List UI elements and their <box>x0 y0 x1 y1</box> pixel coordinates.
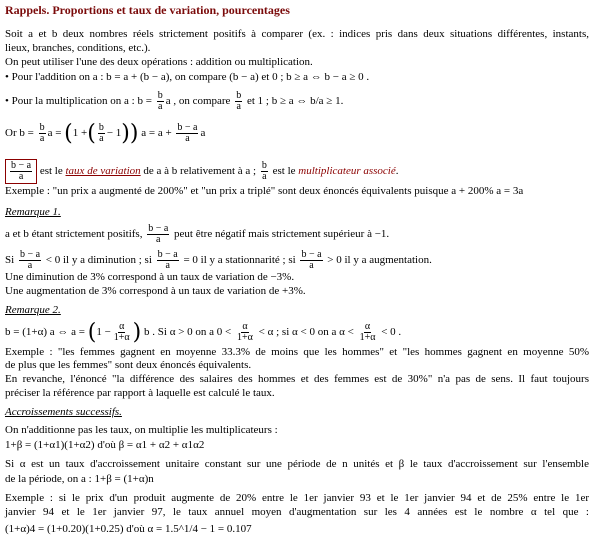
successive-formula-1: 1+β = (1+α1)(1+α2) d'où β = α1 + α2 + α1α2 <box>5 439 205 451</box>
successive-example-2: janvier 94 et le 1er janvier 97, le taux annuel moyen d'augmentation sur les 4 années est le nombre α tel que : <box>5 506 589 518</box>
remark-2-heading: Remarque 2. <box>5 304 61 316</box>
remark-2-line-2: Exemple : "les femmes gagnent en moyenne 33.3% de moins que les hommes" et "les hommes gagnent en moyenne 50% <box>5 346 589 358</box>
boxed-rate-fraction: $\frac{b - a}{a}$ <box>5 159 37 184</box>
fraction-b-over-a-2: $\frac{b}{a}$ <box>236 90 242 112</box>
identity-line: Or b = $\frac{b}{a}$ a = (1 +( $\frac{b}{a}$ − 1)) a = a + $\frac{b - a}{a}$ a <box>5 121 206 146</box>
intro-line-2: lieux, branches, conditions, etc.). <box>5 42 151 54</box>
successive-line-1: On n'additionne pas les taux, on multiplie les multiplicateurs : <box>5 424 278 436</box>
remark-1-line-1: a et b étant strictement positifs, $\frac{b - a}{a}$ peut être négatif mais strictement supérieur à −1. <box>5 223 390 245</box>
multiplication-line: • Pour la multiplication on a : b = $\frac{b}{a}$ a , on compare $\frac{b}{a}$ et 1 ; b ≥ a ⇔ b/a ≥ 1. <box>5 90 344 112</box>
remark-1-line-3: Une diminution de 3% correspond à un taux de variation de −3%. <box>5 271 295 283</box>
remark-1-heading: Remarque 1. <box>5 206 61 218</box>
term-rate-of-change: taux de variation <box>65 165 141 178</box>
remark-2-line-4: En revanche, l'énoncé "la différence des salaires des hommes et des femmes est de 30%" n'a pas de sens. Il faut toujours <box>5 373 589 385</box>
successive-formula-2: (1+α)4 = (1+0.20)(1+0.25) d'où α = 1.5^1/4 − 1 = 0.107 <box>5 523 252 535</box>
remark-2-line-1: b = (1+α) a ⇔ a = (1 − $\frac{\alpha}{1+\alpha}$ ) b . Si α > 0 on a 0 < $\frac{\alpha}{1+\alpha}$ < α ; si α < 0 on a α < $\frac{\alpha}{1+\alpha}$ < 0 . <box>5 320 402 345</box>
remark-2-line-5: préciser la référence par rapport à laquelle est calculé le taux. <box>5 387 275 399</box>
intro-line-1: Soit a et b deux nombres réels strictement positifs à comparer (ex. : indices pris dans deux situations différentes, instants, <box>5 28 589 40</box>
operations-line: On peut utiliser l'une des deux opérations : addition ou multiplication. <box>5 56 313 68</box>
successive-line-2: Si α est un taux d'accroissement unitaire constant sur une période de n unités et β le taux d'accroissement sur l'ensemble <box>5 458 589 470</box>
remark-2-line-3: de plus que les femmes" sont deux énoncés équivalents. <box>5 359 252 371</box>
term-multiplier: multiplicateur associé <box>298 165 396 178</box>
remark-1-line-2: Si $\frac{b - a}{a}$ < 0 il y a diminution ; si $\frac{b - a}{a}$ = 0 il y a stationnarité ; si $\frac{b - a}{a}$ > 0 il y a augmentation. <box>5 249 432 271</box>
page-title: Rappels. Proportions et taux de variation, pourcentages <box>5 3 290 17</box>
successive-line-3: de la période, on a : 1+β = (1+α)n <box>5 473 154 485</box>
rate-definition-line: $\frac{b - a}{a}$ est le taux de variation de a à b relativement à a ; $\frac{b}{a}$ est le multiplicateur associé. <box>5 159 399 184</box>
fraction-b-over-a: $\frac{b}{a}$ <box>157 90 163 112</box>
example-line-1: Exemple : "un prix a augmenté de 200%" et "un prix a triplé" sont deux énoncés équivalents puisque a + 200% a = 3a <box>5 185 524 197</box>
addition-line: • Pour l'addition on a : b = a + (b − a), on compare (b − a) et 0 ; b ≥ a ⇔ b − a ≥ 0 . <box>5 71 370 83</box>
remark-1-line-4: Une augmentation de 3% correspond à un taux de variation de +3%. <box>5 285 306 297</box>
successive-growth-heading: Accroissements successifs. <box>5 406 122 418</box>
successive-example-1: Exemple : si le prix d'un produit augmente de 20% entre le 1er janvier 93 et le 1er janvier 94 et de 25% entre le 1er <box>5 492 589 504</box>
